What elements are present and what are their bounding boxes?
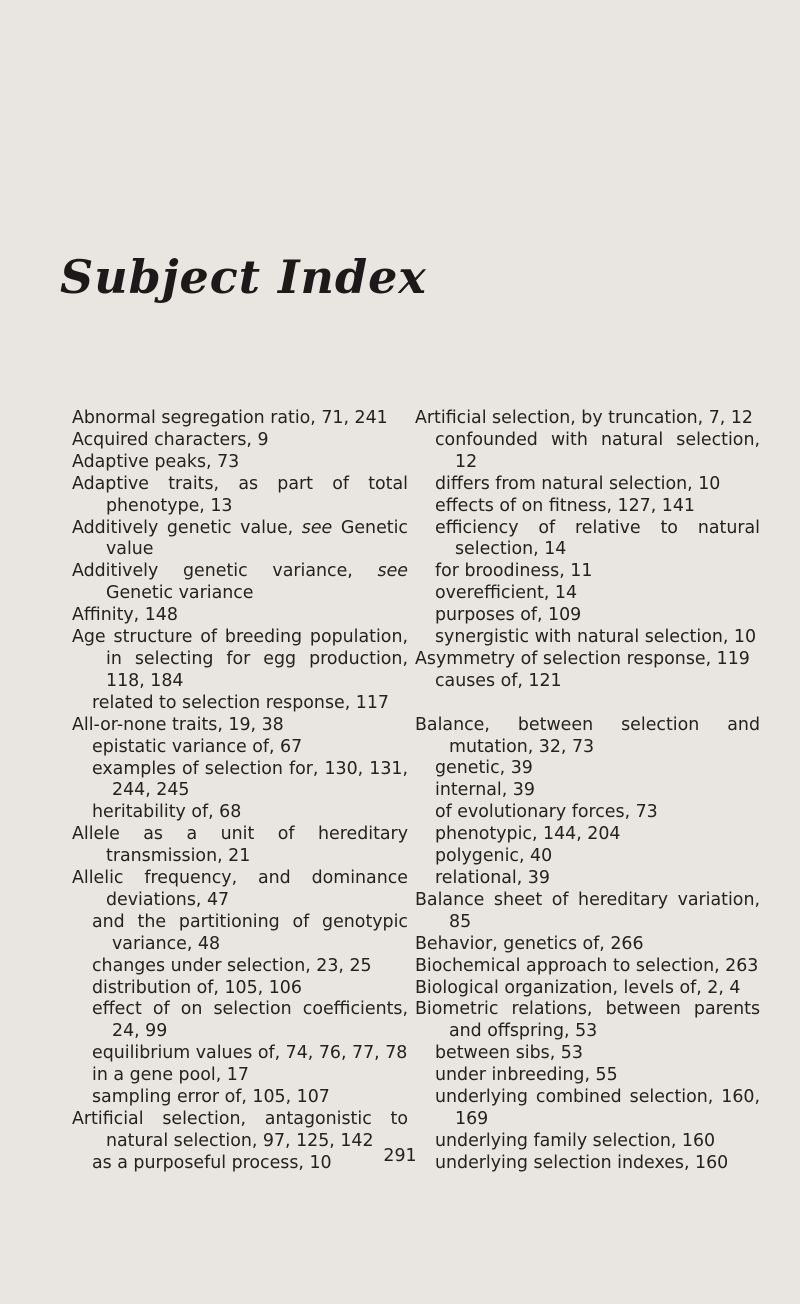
index-entry: Biochemical approach to selection, 263 bbox=[415, 955, 759, 976]
index-subentry: between sibs, 53 bbox=[435, 1043, 583, 1064]
index-subentry: epistatic variance of, 67 bbox=[92, 736, 303, 757]
entry-text: Additively genetic variance, bbox=[72, 561, 378, 582]
index-subentry: efficiency of relative to natural selection, 14 bbox=[435, 517, 760, 560]
index-subentry: as a purposeful process, 10 bbox=[92, 1152, 332, 1173]
index-subentry: causes of, 121 bbox=[435, 670, 562, 691]
index-subentry: phenotypic, 144, 204 bbox=[435, 824, 621, 845]
index-subentry: underlying family selection, 160 bbox=[435, 1130, 716, 1151]
index-subentry: overefficient, 14 bbox=[435, 583, 578, 604]
page-number: 291 bbox=[383, 1146, 417, 1166]
index-subentry: for broodiness, 11 bbox=[435, 561, 593, 582]
index-entry: Age structure of breeding population, in selecting for egg production, 118, 184 bbox=[72, 627, 408, 691]
index-subentry: related to selection response, 117 bbox=[92, 692, 389, 713]
index-subentry: synergistic with natural selection, 10 bbox=[435, 627, 757, 648]
index-entry: All-or-none traits, 19, 38 bbox=[72, 714, 284, 735]
index-subentry: effects of on fitness, 127, 141 bbox=[435, 495, 695, 516]
index-entry: Acquired characters, 9 bbox=[72, 429, 269, 450]
cross-reference: see bbox=[377, 561, 408, 582]
page-title: Subject Index bbox=[60, 250, 427, 304]
index-subentry: genetic, 39 bbox=[435, 758, 533, 779]
index-entry bbox=[72, 518, 408, 562]
entry-text: Genetic value bbox=[106, 517, 408, 560]
index-subentry: relational, 39 bbox=[435, 868, 550, 889]
index-subentry: distribution of, 105, 106 bbox=[92, 977, 302, 998]
index-entry: Adaptive traits, as part of total phenotype, 13 bbox=[72, 473, 408, 516]
index-subentry: sampling error of, 105, 107 bbox=[92, 1087, 330, 1108]
cross-reference: see bbox=[301, 517, 333, 538]
index-entry: Artificial selection, antagonistic to natural selection, 97, 125, 142 bbox=[72, 1109, 408, 1151]
index-subentry: changes under selection, 23, 25 bbox=[92, 955, 372, 976]
index-subentry: and the partitioning of genotypic variance, 48 bbox=[92, 911, 408, 954]
index-entry bbox=[72, 561, 408, 605]
index-entry: Balance, between selection and mutation, 32, 73 bbox=[415, 714, 760, 757]
index-entry: Affinity, 148 bbox=[72, 605, 178, 626]
index-subentry: underlying selection indexes, 160 bbox=[435, 1152, 729, 1173]
index-subentry: underlying combined selection, 160, 169 bbox=[435, 1087, 760, 1129]
index-entry: Asymmetry of selection response, 119 bbox=[415, 648, 750, 669]
index-subentry: under inbreeding, 55 bbox=[435, 1065, 618, 1086]
index-subentry: confounded with natural selection, 12 bbox=[435, 429, 760, 472]
index-subentry: in a gene pool, 17 bbox=[92, 1065, 249, 1086]
index-subentry: of evolutionary forces, 73 bbox=[435, 802, 658, 823]
index-subentry: internal, 39 bbox=[435, 780, 535, 801]
entry-text: Genetic variance bbox=[106, 583, 254, 604]
index-entry: Biometric relations, between parents and offspring, 53 bbox=[415, 999, 760, 1042]
index-subentry: effect of on selection coefficients, 24, 99 bbox=[92, 999, 408, 1042]
index-subentry: differs from natural selection, 10 bbox=[435, 473, 721, 494]
index-entry: Balance sheet of hereditary variation, 85 bbox=[415, 889, 760, 932]
index-entry: Allelic frequency, and dominance deviations, 47 bbox=[72, 868, 408, 910]
index-subentry: equilibrium values of, 74, 76, 77, 78 bbox=[92, 1043, 408, 1064]
index-entry: Allele as a unit of hereditary transmission, 21 bbox=[72, 824, 408, 867]
index-entry: Abnormal segregation ratio, 71, 241 bbox=[72, 408, 388, 428]
entry-text: Additively genetic value, bbox=[72, 517, 302, 538]
index-entry: Biological organization, levels of, 2, 4 bbox=[415, 977, 741, 998]
index-subentry: heritability of, 68 bbox=[92, 802, 242, 823]
index-subentry: purposes of, 109 bbox=[435, 605, 582, 626]
index-column-right bbox=[415, 408, 760, 1175]
index-subentry: polygenic, 40 bbox=[435, 846, 553, 867]
index-subentry: examples of selection for, 130, 131, 244, 245 bbox=[92, 758, 408, 801]
index-entry: Adaptive peaks, 73 bbox=[72, 451, 240, 472]
index-spacer bbox=[415, 693, 760, 715]
index-entry: Behavior, genetics of, 266 bbox=[415, 933, 644, 954]
index-entry: Artificial selection, by truncation, 7, 12 bbox=[415, 408, 753, 428]
index-column-left bbox=[72, 408, 408, 1175]
